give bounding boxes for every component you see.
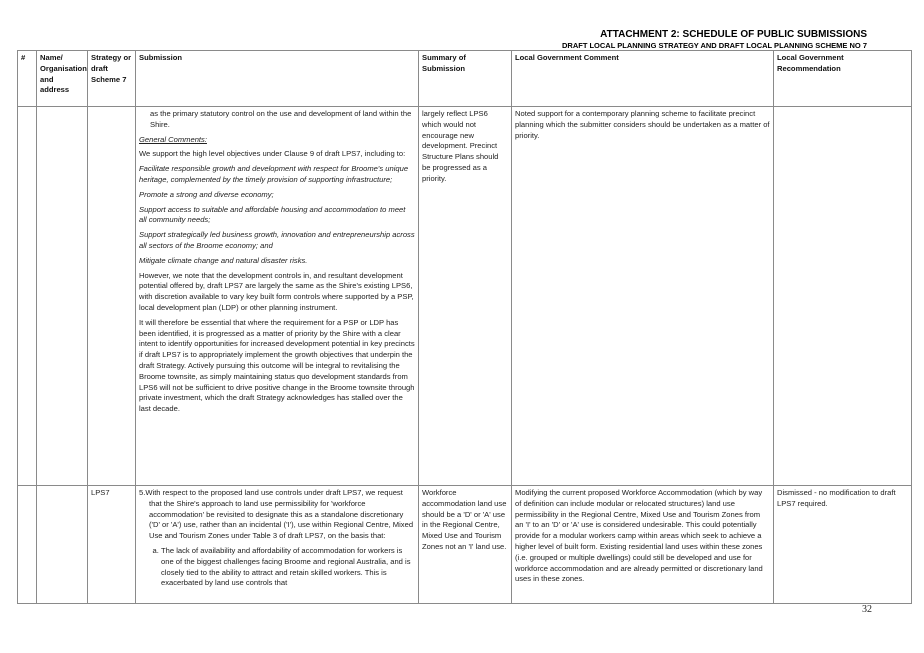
table-row <box>18 107 912 486</box>
submission-list-item: a. The lack of availability and affordability of accommodation for workers is one of the biggest challenges facing Broome and regional Australia, and is closely tied to the ability to attract and retain skilled workers. This is exacerbated by land use controls that <box>161 546 415 589</box>
row-submission <box>136 486 419 604</box>
col-header-number: # <box>18 51 37 107</box>
col-header-submission: Submission <box>136 51 419 107</box>
submission-paragraph: 5.With respect to the proposed land use controls under draft LPS7, we request that the Shire's approach to land use permissibility for 'workforce accommodation' be revisited to designate this as a standalone discretionary ('D' or 'A') use, rather than an incidental ('I'), use within Regional Centre, Mixed Use and Tourism Zones under Table 3 of draft LPS7, on the basis that: <box>139 488 414 541</box>
row-summary: Workforce accommodation land use should be a 'D' or 'A' use in the Regional Centre, Mixed Use and Tourism Zones not an 'I' land use. <box>419 486 512 604</box>
col-header-summary: Summary of Submission <box>419 51 512 107</box>
submission-objective: Facilitate responsible growth and development with respect for Broome's unique heritage, complemented by the timely provision of supporting infrastructure; <box>139 164 409 184</box>
row-recommendation: Dismissed - no modification to draft LPS7 required. <box>774 486 912 604</box>
table-row <box>18 486 912 604</box>
page-number: 32 <box>862 604 872 615</box>
row-name <box>37 107 88 486</box>
row-recommendation <box>774 107 912 486</box>
col-header-strategy: Strategy or draft Scheme 7 <box>88 51 136 107</box>
row-submission <box>136 107 419 486</box>
row-strategy <box>88 107 136 486</box>
row-name <box>37 486 88 604</box>
submission-objective: Support strategically led business growth, innovation and entrepreneurship across all sectors of the Broome economy; and <box>139 230 415 250</box>
col-header-name: Name/ Organisation and address <box>37 51 88 107</box>
submissions-table <box>17 50 912 604</box>
row-number <box>18 107 37 486</box>
submission-paragraph: It will therefore be essential that where the requirement for a PSP or LDP has been identified, it is progressed as a matter of priority by the Shire with a clear intent to identify opportunities for increased development potential in key precincts if draft LPS7 is to appropriately implement the growth objectives that underpin the draft Strategy. Actively pursuing this outcome will be integral to revitalising the Broome townsite, as simply maintaining status quo development standards from LPS6 will not be sufficient to drive positive change in the Broome townsite through private investment, which the draft Strategy acknowledges has stalled over the last decade. <box>139 317 415 414</box>
row-number <box>18 486 37 604</box>
submission-objective: Mitigate climate change and natural disaster risks. <box>139 255 308 265</box>
col-header-recommendation: Local Government Recommendation <box>774 51 912 107</box>
row-summary: largely reflect LPS6 which would not encourage new development. Precinct Structure Plans should be progressed as a priority. <box>419 107 512 486</box>
row-strategy: LPS7 <box>88 486 136 604</box>
document-subtitle: DRAFT LOCAL PLANNING STRATEGY AND DRAFT LOCAL PLANNING SCHEME NO 7 <box>561 41 867 50</box>
document-title: ATTACHMENT 2: SCHEDULE OF PUBLIC SUBMISSIONS <box>600 29 867 40</box>
submission-objective: Support access to suitable and affordable housing and accommodation to meet all community needs; <box>139 204 406 225</box>
table-header-row <box>18 51 912 107</box>
submission-paragraph: We support the high level objectives under Clause 9 of draft LPS7, including to: <box>139 149 406 159</box>
row-comment: Noted support for a contemporary planning scheme to facilitate precinct planning which the submitter considers should be undertaken as a matter of priority. <box>512 107 774 486</box>
submission-paragraph: as the primary statutory control on the use and development of land within the Shire. <box>150 109 412 129</box>
submission-heading: General Comments: <box>139 134 207 144</box>
submission-objective: Promote a strong and diverse economy; <box>139 189 274 199</box>
submission-paragraph: However, we note that the development controls in, and resultant development potential offered by, draft LPS7 are largely the same as the Shire's existing LPS6, with discretion available to vary key built form controls where supported by a PSP, local development plan (LDP) or other planning instrument. <box>139 270 414 312</box>
col-header-comment: Local Government Comment <box>512 51 774 107</box>
row-comment: Modifying the current proposed Workforce Accommodation (which by way of definition can include modular or relocated structures) land use permissibility in the Regional Centre, Mixed Use and Tourism Zones from an 'I' to an 'D' or 'A' use is considered undesirable. This could potentially provide for a modular workers camp within areas which seek to achieve a higher level of built form. Existing residential land uses within these zones (i.e. grouped or multiple dwellings) could still be developed and use for workforce accommodation and are already permitted or discretionary land uses in these zones. <box>512 486 774 604</box>
